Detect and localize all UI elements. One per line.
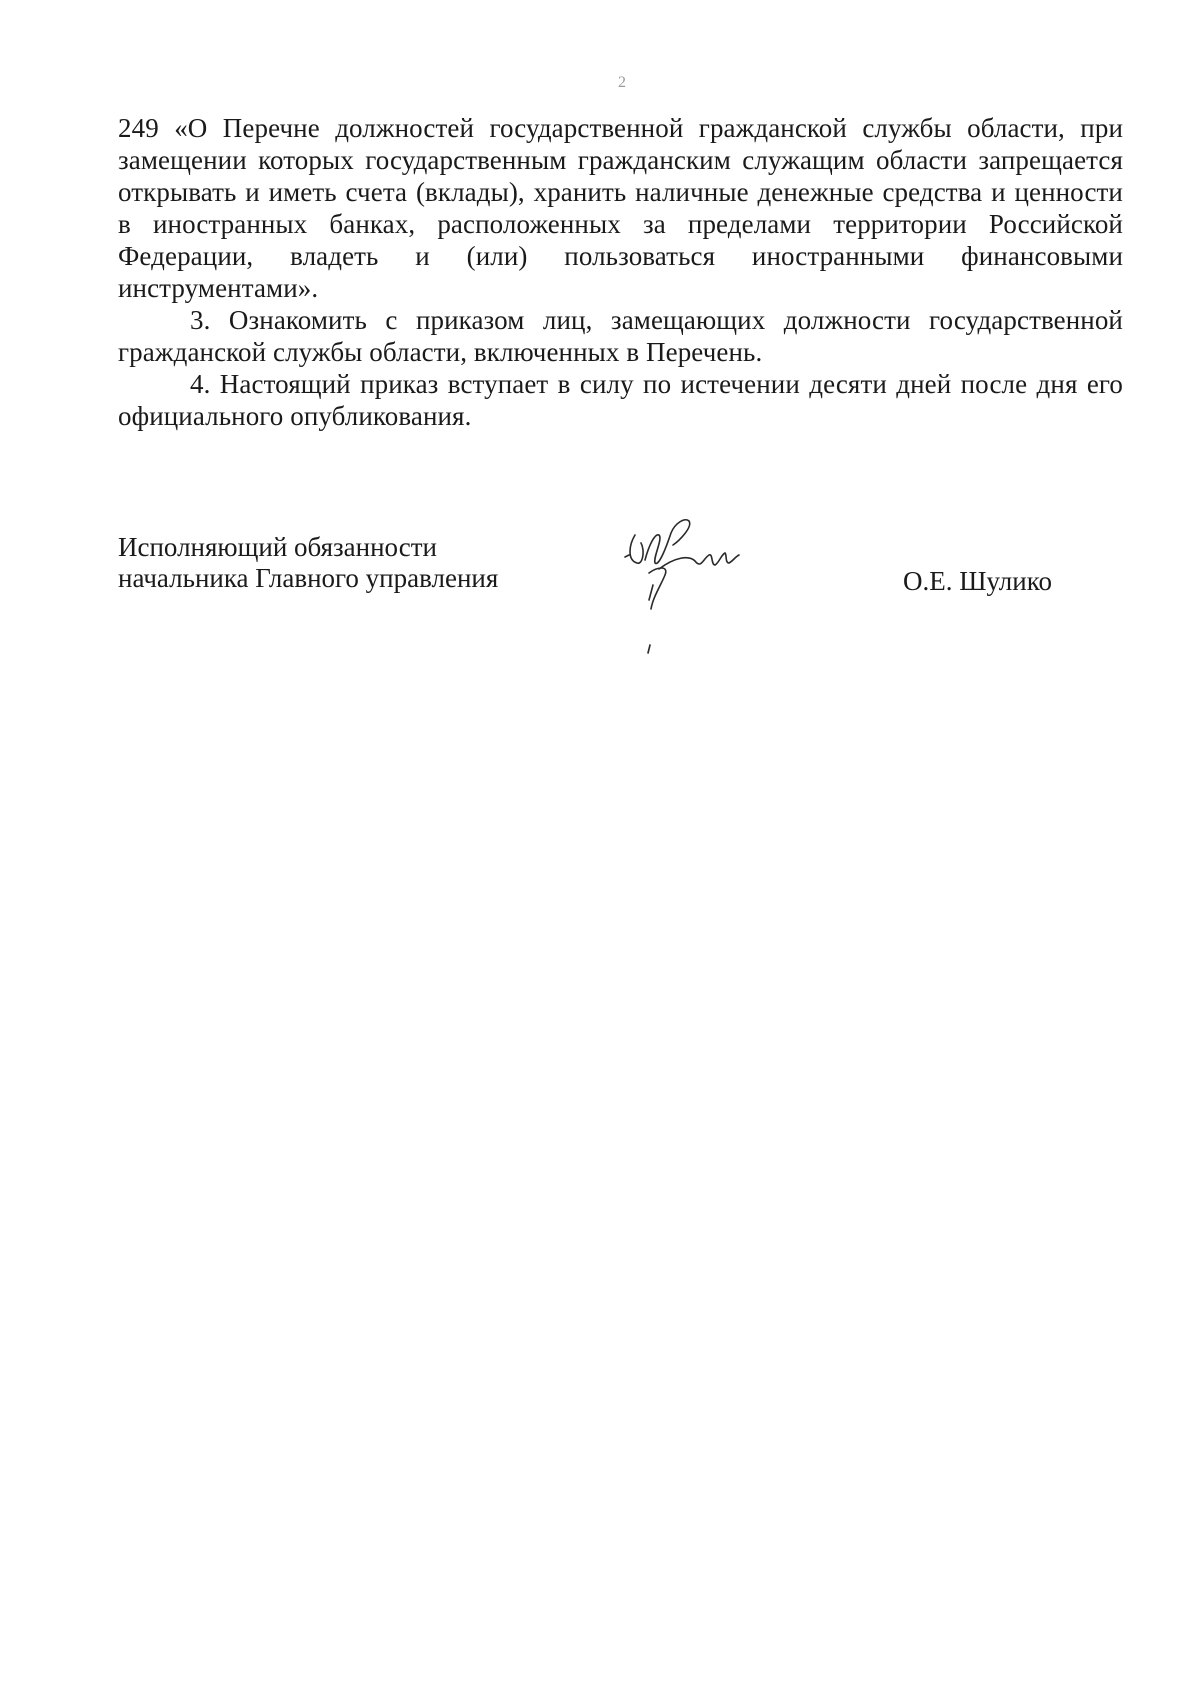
signatory-position	[118, 532, 498, 594]
position-line-1: Исполняющий обязанности	[118, 532, 437, 562]
paragraph-continuation: 249 «О Перечне должностей государственной гражданской службы области, при замещении которых государственным гражданским служащим области запрещается открывать и иметь счета (вклады), хранить наличные денежные средства и ценности в иностранных банках, расположенных за пределами территории Российской Федерации, владеть и (или) пользоваться иностранными финансовыми инструментами».	[118, 113, 1123, 303]
handwritten-signature	[615, 505, 775, 665]
position-line-2: начальника Главного управления	[118, 563, 499, 593]
signer-name: О.Е. Шулико	[903, 566, 1052, 596]
paragraph-item-3: 3. Ознакомить с приказом лиц, замещающих должности государственной гражданской службы области, включенных в Перечень.	[118, 305, 1123, 367]
page-number: 2	[618, 74, 626, 91]
document-body	[118, 112, 1123, 432]
paragraph-item-4: 4. Настоящий приказ вступает в силу по истечении десяти дней после дня его официального опубликования.	[118, 369, 1123, 431]
